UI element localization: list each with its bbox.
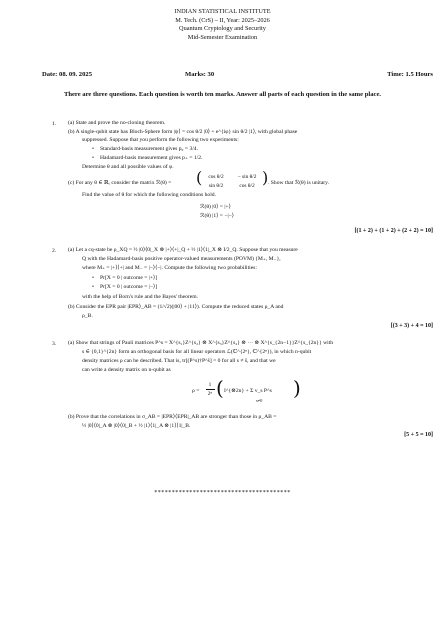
bullet-icon: • — [92, 155, 94, 161]
q1-bullet-1: Standard-basis measurement gives p₀ = 3/4. — [100, 146, 199, 152]
formula-left-paren: ( — [216, 376, 224, 400]
matrix-right-paren: ) — [262, 168, 269, 187]
q1-bullet-2: Hadamard-basis measurement gives p₊ = 1/2. — [100, 155, 203, 161]
q2-bullet-2: Pr[X = 0 | outcome = |−⟩] — [100, 284, 158, 290]
q1-part-b-line3: Determine θ and all possible values of φ. — [82, 164, 174, 170]
q3-part-b-line2: ½ |0⟩⟨0|_A ⊗ |0⟩⟨0|_B + ½ |1⟩⟨1|_A ⊗ |1⟩⟨1|_B. — [82, 423, 191, 429]
q3-part-b-line1: (b) Prove that the correlations in σ_AB = |EPR⟩⟨EPR|_AB are stronger than those in ρ_AB = — [68, 414, 277, 420]
bullet-icon: • — [92, 275, 94, 281]
matrix-entry-21: sin θ/2 — [208, 183, 224, 189]
end-stars: *************************************** — [154, 490, 291, 496]
q1-part-c-after: . Show that ℛ(θ) is unitary. — [268, 180, 330, 186]
q2-part-b-line1: (b) Consider the EPR pair |EPR⟩_AB = (1/√2)(|00⟩ + |11⟩). Compute the reduced states ρ_A and — [68, 304, 284, 310]
bullet-icon: • — [92, 146, 94, 152]
q1-part-c-line1: (c) For any θ ∈ ℝ, consider the matrix ℛ(θ) = — [68, 180, 172, 186]
q3-part-a-line3: density matrices ρ can be described. That is, tr[(P^s)†P^ŝ] = 0 for all s ≠ ŝ, and that we — [82, 358, 276, 364]
q2-part-b-line2: ρ_B. — [82, 313, 93, 319]
q1-number: 1. — [52, 121, 57, 127]
q3-part-a-line1: (a) Show that strings of Pauli matrices P^s = X^{s₁}Z^{s₂} ⊗ X^{s₃}Z^{s₄} ⊗ ··· ⊗ X^{s_{2n−1}}Z^{s_{2n}} with — [68, 340, 334, 346]
q1-part-a: (a) State and prove the no-cloning theorem. — [68, 120, 166, 126]
q2-part-a-line3: where M₊ = |+⟩⟨+| and M₋ = |−⟩⟨−|. Compute the following two probabilities: — [82, 265, 257, 271]
exam-date: Date: 08. 09. 2025 — [42, 71, 92, 78]
q2-part-a-line2: Q with the Hadamard-basis positive operator-valued measurements (POVM) {M₊, M₋}, — [82, 256, 281, 262]
exam-title: Mid-Semester Examination — [187, 33, 258, 41]
matrix-entry-22: cos θ/2 — [239, 183, 255, 189]
exam-time: Time: 1.5 Hours — [387, 71, 433, 78]
instructions: There are three questions. Each question is worth ten marks. Answer all parts of each question in the same place. — [63, 91, 382, 98]
q1-condition-1: ℛ(θ) |0⟩ = |+⟩ — [200, 204, 231, 210]
exam-marks: Marks: 30 — [185, 71, 215, 78]
formula-body: I^{⊗2n} + Σ v_s P^s — [224, 388, 272, 394]
q3-number: 3. — [52, 341, 57, 347]
matrix-entry-11: cos θ/2 — [208, 174, 224, 180]
q2-marks: [(3 + 3) + 4 = 10] — [390, 323, 433, 329]
formula-sum-sub: s≠0 — [256, 398, 263, 403]
q1-part-b-line2: suppressed. Suppose that you perform the following two experiments: — [82, 137, 239, 143]
q1-condition-2: ℛ(θ) |1⟩ = −|−⟩ — [200, 213, 234, 219]
formula-lhs: ρ = — [192, 388, 200, 394]
fraction-bar — [206, 389, 215, 390]
exam-header — [0, 8, 445, 42]
matrix-left-paren: ( — [196, 168, 203, 187]
q2-number: 2. — [52, 248, 57, 254]
course-title: Quantum Cryptology and Security — [179, 25, 266, 33]
formula-frac-num: 1 — [208, 382, 212, 388]
q3-part-a-line4: can write a density matrix on n-qubit as — [82, 367, 171, 373]
q3-marks: [5 + 5 = 10] — [404, 432, 433, 438]
bullet-icon: • — [92, 284, 94, 290]
formula-frac-den: 2ⁿ — [207, 391, 213, 397]
matrix-entry-12: − sin θ/2 — [237, 174, 257, 180]
q1-part-b-line1: (b) A single-qubit state has Bloch-Sphere form |ψ⟩ = cos θ/2 |0⟩ + e^{iφ} sin θ/2 |1⟩, with global phase — [68, 129, 298, 135]
institute-name: INDIAN STATISTICAL INSTITUTE — [174, 8, 271, 15]
q1-part-c-line2: Find the value of θ for which the following conditions hold. — [82, 192, 216, 198]
formula-right-paren: ) — [293, 376, 301, 400]
q1-marks: [(1 + 2) + (1 + 2) + (2 + 2) = 10] — [354, 228, 433, 234]
q3-part-a-line2: s ∈ {0,1}^{2n} form an orthogonal basis for all linear operators ℒ(ℂ^{2ⁿ}, ℂ^{2ⁿ}), in which n-qubit — [82, 349, 312, 355]
q2-part-a-line4: with the help of Born's rule and the Bayes' theorem. — [82, 294, 199, 300]
program-line: M. Tech. (CrS) – II, Year: 2025–2026 — [175, 16, 270, 24]
q2-part-a-line1: (a) Let a cq-state be ρ_XQ = ½ |0⟩⟨0|_X ⊗ |+⟩⟨+|_Q + ½ |1⟩⟨1|_X ⊗ I/2_Q. Suppose that you measure — [68, 247, 298, 253]
q2-bullet-1: Pr[X = 0 | outcome = |+⟩] — [100, 275, 158, 281]
